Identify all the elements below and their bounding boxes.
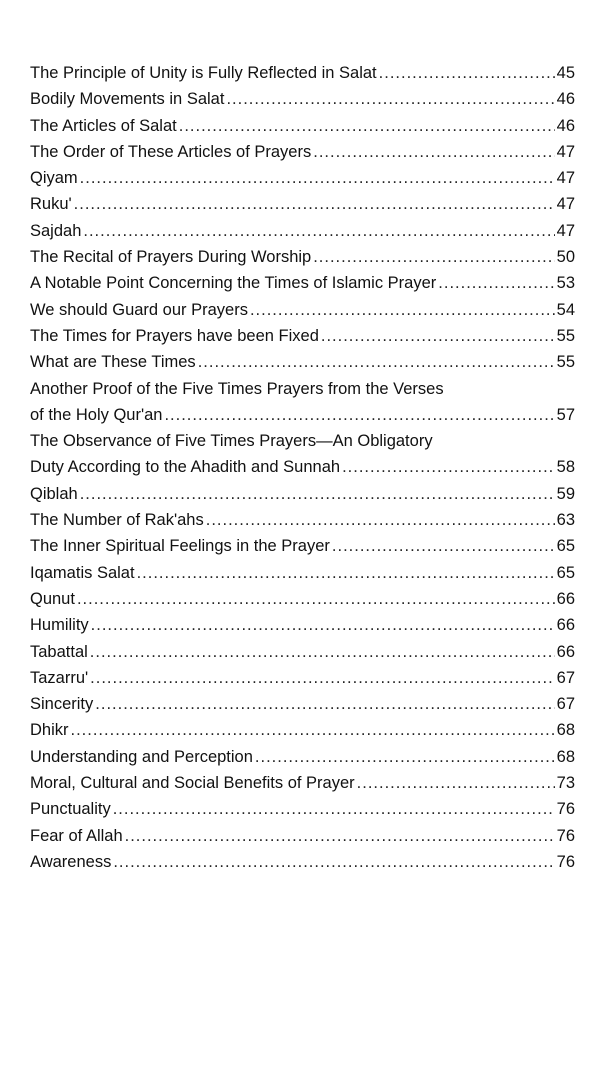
toc-entry <box>30 481 575 507</box>
toc-entry-title: The Inner Spiritual Feelings in the Prayer <box>30 537 330 556</box>
dot-leader <box>77 586 555 612</box>
toc-entry-page-number: 65 <box>556 563 575 582</box>
toc-entry-page-number: 67 <box>556 695 575 714</box>
toc-entry <box>30 507 575 533</box>
toc-entry-title: We should Guard our Prayers <box>30 300 248 319</box>
toc-entry-title: What are These Times <box>30 353 196 372</box>
dot-leader <box>125 823 555 849</box>
toc-entry-title: The Observance of Five Times Prayers—An Obligatory <box>30 432 433 451</box>
toc-entry-page-number: 68 <box>556 747 575 766</box>
toc-entry <box>30 744 575 770</box>
toc-entry-title: Qunut <box>30 589 75 608</box>
dot-leader <box>379 60 555 86</box>
toc-entry-page-number: 47 <box>556 142 575 161</box>
toc-entry-title: The Articles of Salat <box>30 116 177 135</box>
toc-entry <box>30 402 575 428</box>
toc-entry-page-number: 63 <box>556 511 575 530</box>
toc-entry-title: Sincerity <box>30 695 94 714</box>
toc-entry <box>30 244 575 270</box>
toc-entry <box>30 428 575 454</box>
table-of-contents <box>30 60 575 875</box>
toc-entry <box>30 60 575 86</box>
toc-entry-title: Fear of Allah <box>30 826 123 845</box>
toc-entry-page-number: 50 <box>556 248 575 267</box>
toc-entry-title: The Times for Prayers have been Fixed <box>30 326 319 345</box>
toc-entry-title: The Number of Rak'ahs <box>30 511 204 530</box>
dot-leader <box>83 218 554 244</box>
toc-entry-page-number: 66 <box>556 589 575 608</box>
dot-leader <box>179 113 555 139</box>
toc-entry <box>30 717 575 743</box>
toc-entry-page-number: 73 <box>556 774 575 793</box>
toc-entry-title: of the Holy Qur'an <box>30 405 163 424</box>
toc-entry <box>30 586 575 612</box>
dot-leader <box>80 165 555 191</box>
dot-leader <box>321 323 555 349</box>
toc-entry-title: Qiyam <box>30 169 78 188</box>
toc-entry-page-number: 59 <box>556 484 575 503</box>
toc-entry <box>30 86 575 112</box>
toc-entry <box>30 349 575 375</box>
toc-entry-page-number: 68 <box>556 721 575 740</box>
toc-entry-title: Ruku' <box>30 195 72 214</box>
dot-leader <box>313 244 554 270</box>
dot-leader <box>95 691 554 717</box>
toc-entry <box>30 454 575 480</box>
dot-leader <box>342 454 555 480</box>
toc-entry <box>30 796 575 822</box>
toc-entry <box>30 533 575 559</box>
toc-entry <box>30 639 575 665</box>
toc-entry <box>30 849 575 875</box>
toc-entry-page-number: 46 <box>556 116 575 135</box>
toc-entry-page-number: 57 <box>556 405 575 424</box>
toc-entry <box>30 139 575 165</box>
dot-leader <box>357 770 555 796</box>
dot-leader <box>332 533 555 559</box>
toc-entry <box>30 297 575 323</box>
toc-entry <box>30 691 575 717</box>
toc-entry <box>30 218 575 244</box>
toc-entry-title: The Order of These Articles of Prayers <box>30 142 312 161</box>
dot-leader <box>226 86 554 112</box>
dot-leader <box>438 270 554 296</box>
toc-entry-title: The Principle of Unity is Fully Reflected in Salat <box>30 64 377 82</box>
dot-leader <box>113 849 554 875</box>
toc-entry <box>30 376 575 402</box>
dot-leader <box>198 349 555 375</box>
toc-entry-page-number: 47 <box>556 169 575 188</box>
dot-leader <box>74 191 555 217</box>
toc-entry <box>30 612 575 638</box>
dot-leader <box>113 796 555 822</box>
toc-entry-page-number: 67 <box>556 668 575 687</box>
toc-entry-page-number: 66 <box>556 616 575 635</box>
dot-leader <box>206 507 555 533</box>
toc-entry-title: Humility <box>30 616 89 635</box>
toc-entry-title: Duty According to the Ahadith and Sunnah <box>30 458 341 477</box>
toc-entry-page-number: 66 <box>556 642 575 661</box>
toc-entry <box>30 113 575 139</box>
toc-entry <box>30 665 575 691</box>
toc-entry-title: The Recital of Prayers During Worship <box>30 248 312 267</box>
toc-entry-title: Qiblah <box>30 484 78 503</box>
toc-entry <box>30 560 575 586</box>
toc-entry-page-number: 46 <box>556 90 575 109</box>
toc-entry-title: Moral, Cultural and Social Benefits of Prayer <box>30 774 355 793</box>
toc-entry-page-number: 47 <box>556 221 575 240</box>
dot-leader <box>255 744 555 770</box>
toc-entry-title: Tabattal <box>30 642 88 661</box>
toc-entry-title: Tazarru' <box>30 668 89 687</box>
toc-entry-title: Awareness <box>30 852 112 871</box>
toc-entry <box>30 323 575 349</box>
toc-entry-title: A Notable Point Concerning the Times of Islamic Prayer <box>30 274 437 293</box>
toc-entry-title: Punctuality <box>30 800 111 819</box>
toc-entry-page-number: 58 <box>556 458 575 477</box>
dot-leader <box>137 560 555 586</box>
toc-entry-page-number: 47 <box>556 195 575 214</box>
toc-entry-page-number: 65 <box>556 537 575 556</box>
toc-entry-page-number: 76 <box>556 800 575 819</box>
toc-entry-page-number: 45 <box>556 64 575 82</box>
dot-leader <box>91 612 555 638</box>
dot-leader <box>90 665 554 691</box>
toc-entry-page-number: 76 <box>556 852 575 871</box>
dot-leader <box>250 297 555 323</box>
toc-entry-title: Another Proof of the Five Times Prayers from the Verses <box>30 379 444 398</box>
dot-leader <box>164 402 554 428</box>
toc-entry-page-number: 76 <box>556 826 575 845</box>
toc-entry <box>30 165 575 191</box>
toc-entry-page-number: 55 <box>556 326 575 345</box>
toc-entry-title: Understanding and Perception <box>30 747 253 766</box>
dot-leader <box>90 639 555 665</box>
dot-leader <box>313 139 554 165</box>
toc-entry-title: Sajdah <box>30 221 82 240</box>
toc-entry-page-number: 54 <box>556 300 575 319</box>
toc-entry-page-number: 53 <box>556 274 575 293</box>
toc-entry-title: Bodily Movements in Salat <box>30 90 225 109</box>
toc-entry <box>30 770 575 796</box>
toc-entry <box>30 270 575 296</box>
toc-entry <box>30 191 575 217</box>
toc-entry-title: Iqamatis Salat <box>30 563 135 582</box>
dot-leader <box>80 481 555 507</box>
toc-entry <box>30 823 575 849</box>
toc-entry-page-number: 55 <box>556 353 575 372</box>
dot-leader <box>71 717 555 743</box>
toc-entry-title: Dhikr <box>30 721 69 740</box>
